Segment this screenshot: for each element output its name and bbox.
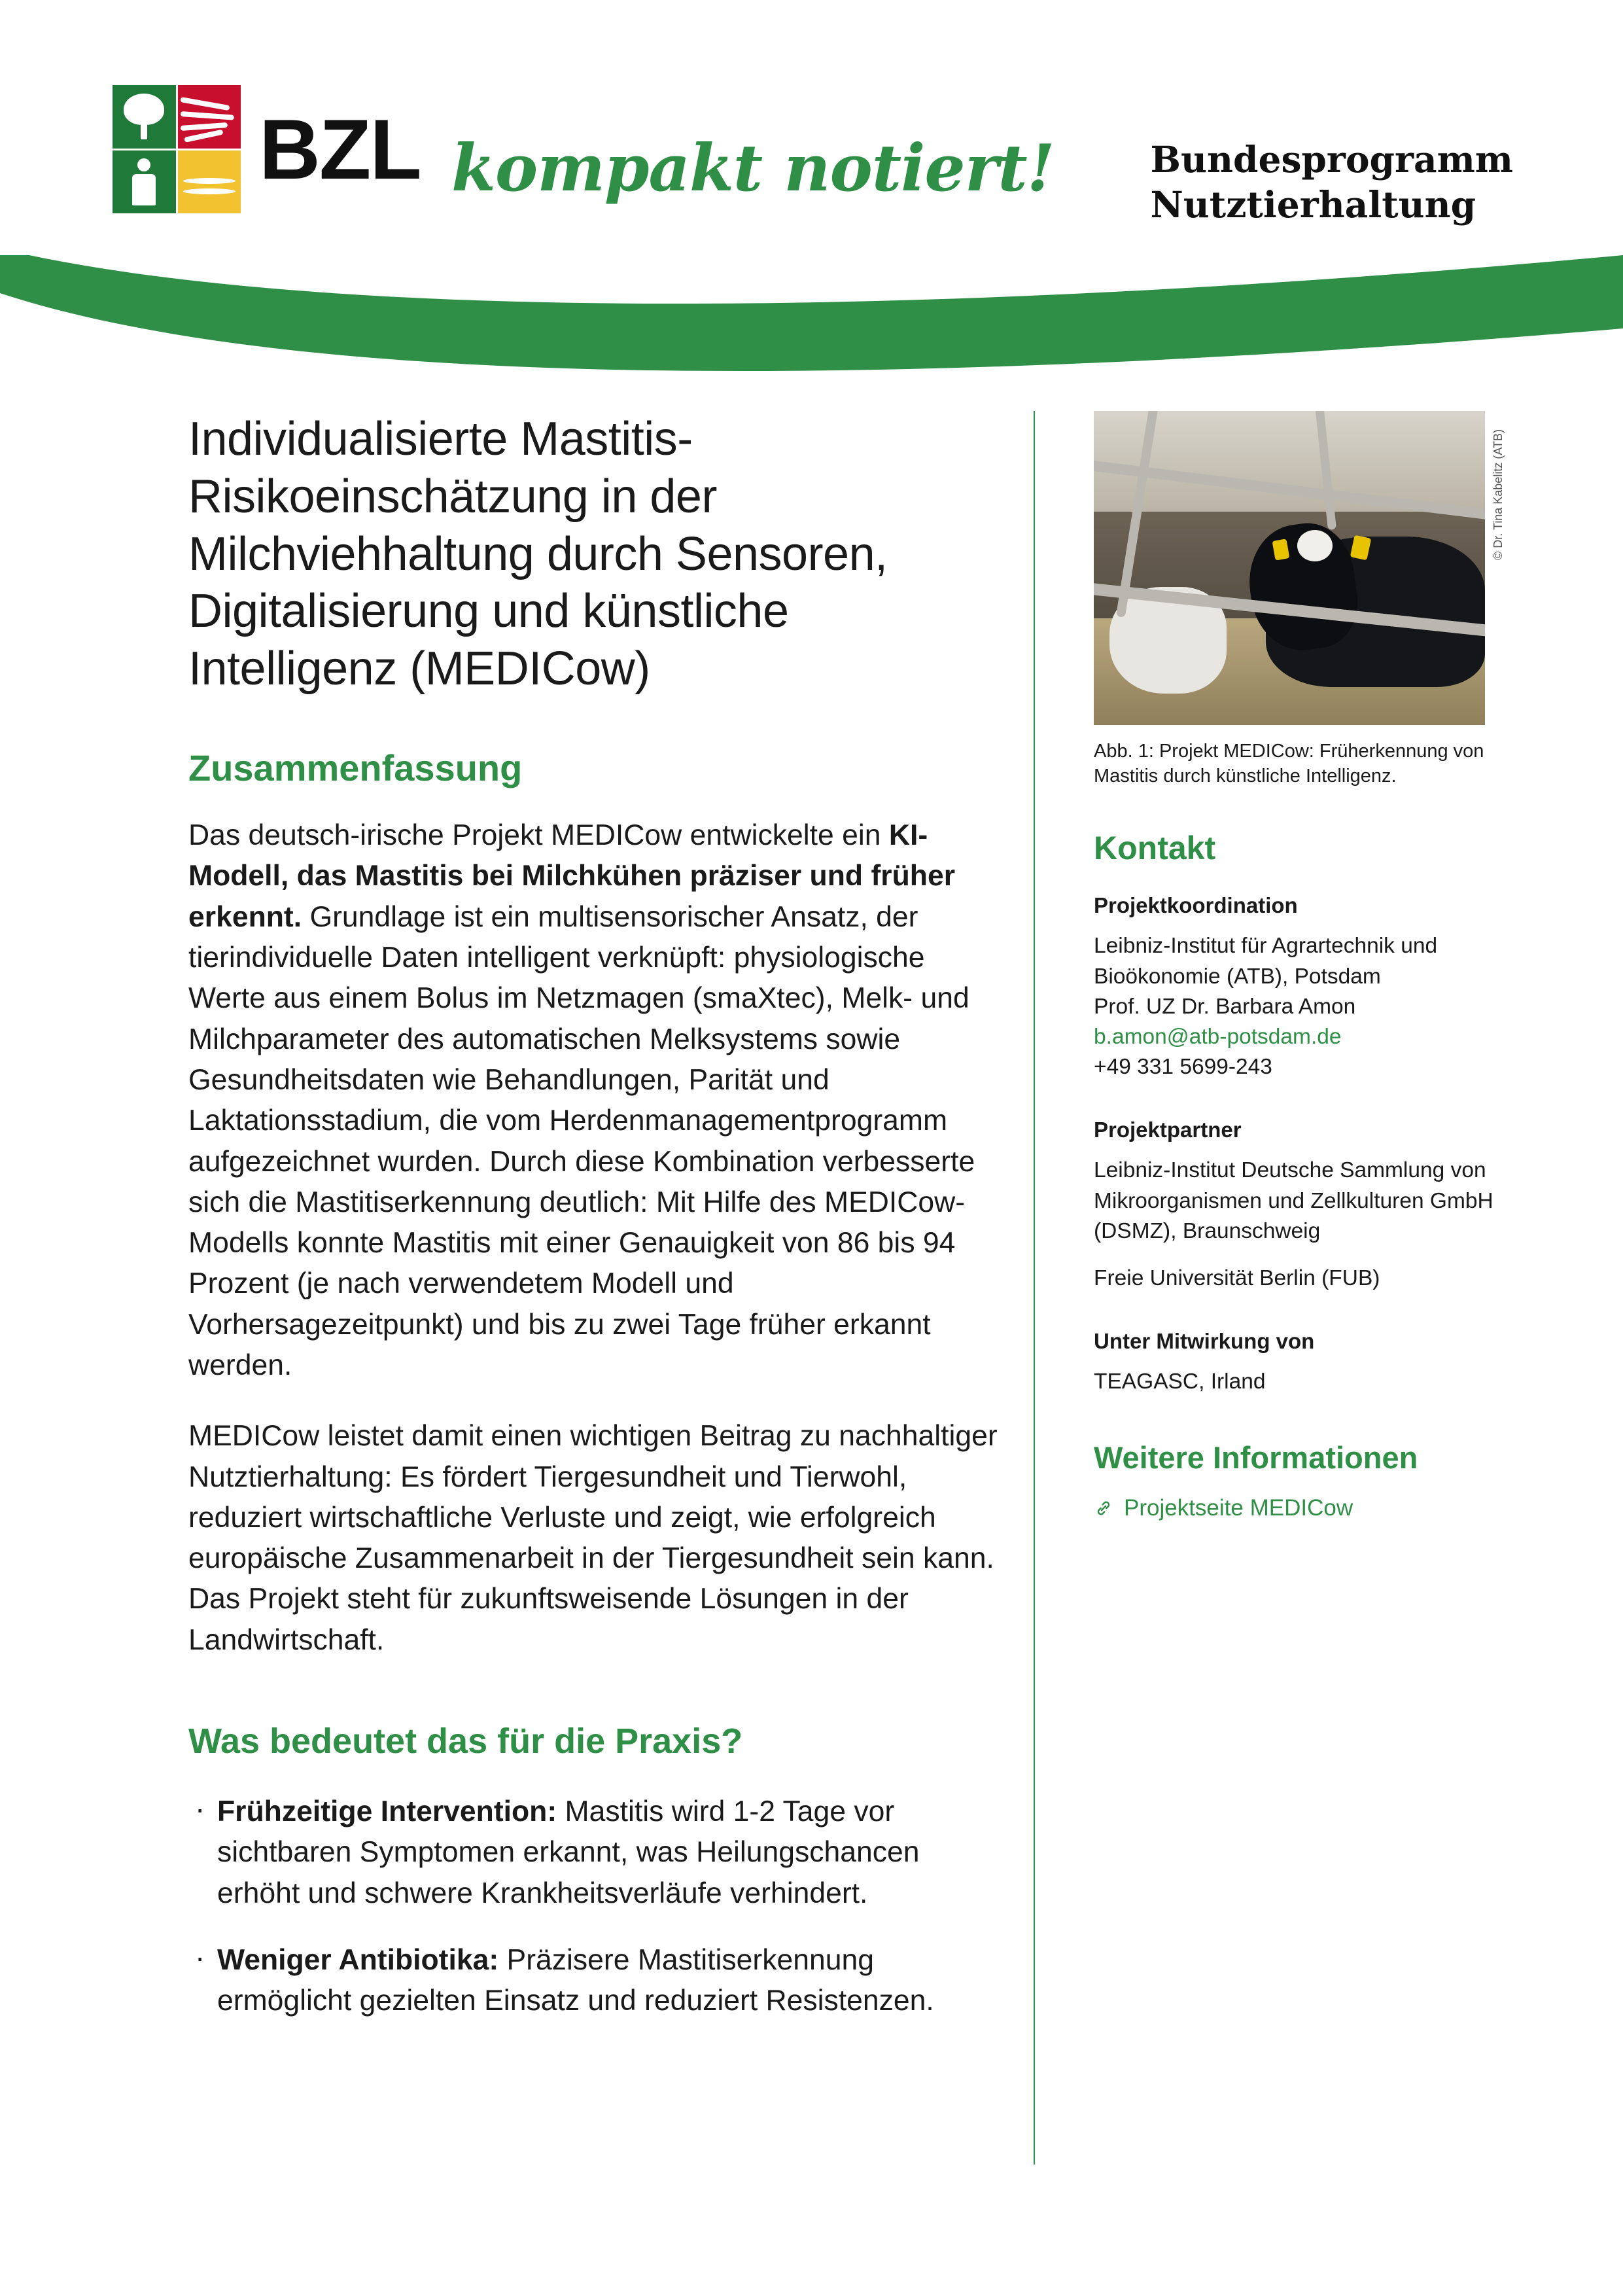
- partner-label: Projektpartner: [1094, 1118, 1242, 1142]
- coordination-person: Prof. UZ Dr. Barbara Amon: [1094, 994, 1356, 1019]
- bzl-logo-text: BZL: [259, 101, 421, 197]
- page-title: Individualisierte Mastitis-Risikoeinschätzung in der Milchviehhaltung durch Sensoren, Digitalisierung und künstliche Intelligenz (MEDICow): [188, 413, 888, 696]
- project-page-link[interactable]: Projektseite MEDICow: [1124, 1494, 1353, 1521]
- list-item-bold: Weniger Antibiotika:: [217, 1943, 499, 1976]
- figure-caption: Abb. 1: Projekt MEDICow: Früherkennung von Mastitis durch künstliche Intelligenz.: [1094, 741, 1484, 786]
- list-item-text: Mastitis wird 1-2 Tage vor sichtbaren Symptomen erkannt, was Heilungschancen erhöht und schwere Krankheitsverläufe verhindert.: [217, 1795, 920, 1909]
- summary-p1-bold: KI-Modell, das Mastitis bei Milchkühen präziser und früher erkennt.: [188, 819, 956, 933]
- partner-item-1: Leibniz-Institut Deutsche Sammlung von Mikroorganismen und Zellkulturen GmbH (DSMZ), Braunschweig: [1094, 1158, 1493, 1243]
- main-column: [188, 411, 1006, 2048]
- list-item-text: Präzisere Mastitiserkennung ermöglicht gezielten Einsatz und reduziert Resistenzen.: [217, 1943, 934, 2017]
- summary-heading: Zusammenfassung: [188, 747, 523, 789]
- coordination-email-link[interactable]: b.amon@atb-potsdam.de: [1094, 1025, 1342, 1050]
- list-item: [188, 1792, 1006, 1914]
- summary-p1-part-a: Das deutsch-irische Projekt MEDICow entwickelte ein: [188, 819, 889, 852]
- list-item: [188, 1940, 1006, 2022]
- program-title: [1151, 137, 1513, 228]
- logo-quadrant-rays: [178, 85, 241, 149]
- logo-quadrant-person: [113, 150, 176, 214]
- coordination-label: Projektkoordination: [1094, 893, 1298, 918]
- logo-quadrant-tree: [113, 85, 176, 149]
- tagline: kompakt notiert!: [451, 131, 1055, 206]
- page-header: [0, 0, 1623, 366]
- summary-p1-part-b: Grundlage ist ein multisensorischer Ansatz, der tierindividuelle Daten intelligent verknüpft: physiologische Werte aus einem Bolus im Netzmagen (smaXtec), Melk- und Milchparameter des automatischen Melksystems sowie Gesundheitsdaten wie Behandlungen, Parität und Laktationsstadium, die vom Herdenmanagementprogramm aufgezeichnet wurden. Durch diese Kombination verbesserte sich die Mastitiserkennung deutlich: Mit Hilfe des MEDICow-Modells konnte Mastitis mit einer Genauigkeit von 86 bis 94 Prozent (je nach verwendetem Modell und Vorhersagezeitpunkt) und bis zu zwei Tage früher erkannt werden.: [188, 900, 975, 1381]
- praxis-heading: Was bedeutet das für die Praxis?: [188, 1722, 743, 1761]
- list-item-bold: Frühzeitige Intervention:: [217, 1795, 557, 1828]
- program-title-line1: Bundesprogramm: [1150, 138, 1513, 181]
- contributor-item-1: TEAGASC, Irland: [1094, 1369, 1266, 1394]
- field-wave-icon: [183, 175, 236, 202]
- more-info-link-row[interactable]: [1094, 1495, 1512, 1521]
- bzl-logo-mark: [113, 85, 241, 213]
- person-icon: [128, 158, 160, 205]
- tree-icon: [124, 94, 164, 139]
- coordination-org-line1: Leibniz-Institut für Agrartechnik und: [1094, 934, 1438, 959]
- figure-photo: [1094, 411, 1485, 725]
- link-icon: [1094, 1498, 1113, 1518]
- sidebar-column: [1094, 411, 1512, 1521]
- figure-block: [1094, 411, 1512, 788]
- program-title-line2: Nutztierhaltung: [1150, 183, 1476, 226]
- more-info-heading: Weitere Informationen: [1094, 1439, 1418, 1475]
- photo-credit: © Dr. Tina Kabelitz (ATB): [1492, 429, 1505, 560]
- page-body: [0, 366, 1623, 2296]
- header-swoosh: [0, 255, 1623, 373]
- summary-paragraph-1: [188, 815, 1006, 1386]
- summary-paragraph-2: MEDICow leistet damit einen wichtigen Beitrag zu nachhaltiger Nutztierhaltung: Es fördert Tiergesundheit und Tierwohl, reduziert wirtschaftliche Verluste und zeigt, wie erfolgreich europäische Zusammenarbeit in der Tiergesundheit sein kann. Das Projekt steht für zukunftsweisende Lösungen in der Landwirtschaft.: [188, 1420, 998, 1656]
- praxis-list: [188, 1792, 1006, 2021]
- partner-item-2: Freie Universität Berlin (FUB): [1094, 1266, 1380, 1291]
- logo-quadrant-field: [178, 150, 241, 214]
- column-divider: [1034, 411, 1035, 2164]
- coordination-phone: +49 331 5699-243: [1094, 1055, 1272, 1080]
- coordination-org-line2: Bioökonomie (ATB), Potsdam: [1094, 964, 1381, 989]
- contact-heading: Kontakt: [1094, 830, 1216, 867]
- contributors-label: Unter Mitwirkung von: [1094, 1329, 1315, 1354]
- sun-rays-icon: [178, 85, 241, 149]
- bzl-logo: [113, 85, 421, 213]
